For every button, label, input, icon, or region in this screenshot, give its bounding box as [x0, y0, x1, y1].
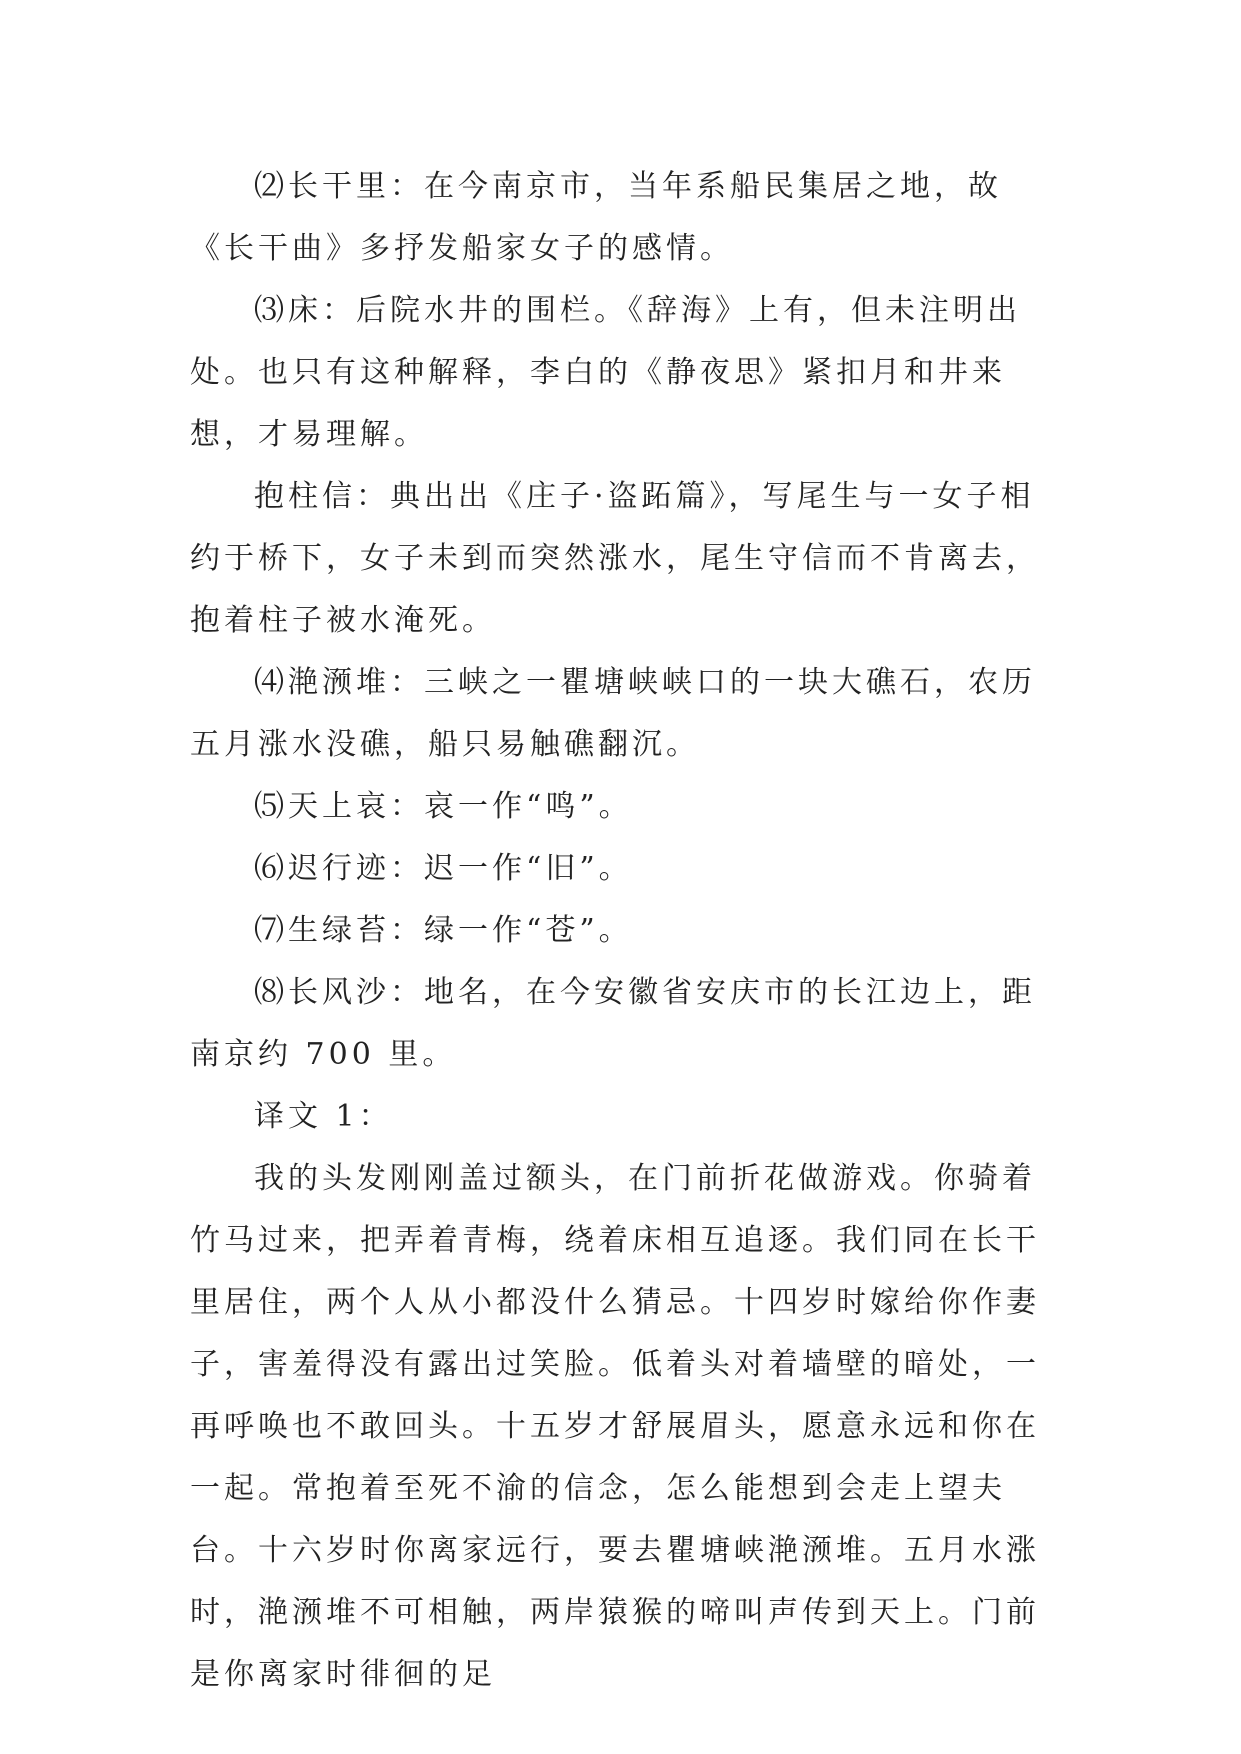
note-paragraph-8: ⑻长风沙：地名，在今安徽省安庆市的长江边上，距南京约 700 里。 — [190, 975, 1036, 1072]
note-paragraph-6: ⑹迟行迹：迟一作“旧”。 — [254, 851, 633, 886]
note-paragraph-5: ⑸天上哀：哀一作“鸣”。 — [254, 789, 633, 824]
document-body — [190, 156, 1062, 1706]
translation-paragraph: 我的头发刚刚盖过额头，在门前折花做游戏。你骑着竹马过来，把弄着青梅，绕着床相互追逐。我们同在长干里居住，两个人从小都没什么猜忌。十四岁时嫁给你作妻子，害羞得没有露出过笑脸。低着头对着墙壁的暗处，一再呼唤也不敢回头。十五岁才舒展眉头，愿意永远和你在一起。常抱着至死不渝的信念，怎么能想到会走上望夫台。十六岁时你离家远行，要去瞿塘峡滟滪堆。五月水涨时，滟滪堆不可相触，两岸猿猴的啼叫声传到天上。门前是你离家时徘徊的足 — [190, 1161, 1040, 1692]
note-paragraph-7: ⑺生绿苔：绿一作“苍”。 — [254, 913, 633, 948]
note-paragraph-baozhuxin: 抱柱信：典出出《庄子·盗跖篇》，写尾生与一女子相约于桥下，女子未到而突然涨水，尾生守信而不肯离去，抱着柱子被水淹死。 — [190, 479, 1040, 638]
note-paragraph-3: ⑶床：后院水井的围栏。《辞海》上有，但未注明出处。也只有这种解释，李白的《静夜思》紧扣月和井来想，才易理解。 — [190, 293, 1021, 452]
note-paragraph-4: ⑷滟滪堆：三峡之一瞿塘峡峡口的一块大礁石，农历五月涨水没礁，船只易触礁翻沉。 — [190, 665, 1036, 762]
translation-heading: 译文 1： — [254, 1099, 393, 1134]
note-paragraph-2: ⑵长干里：在今南京市，当年系船民集居之地，故《长干曲》多抒发船家女子的感情。 — [190, 169, 1002, 266]
